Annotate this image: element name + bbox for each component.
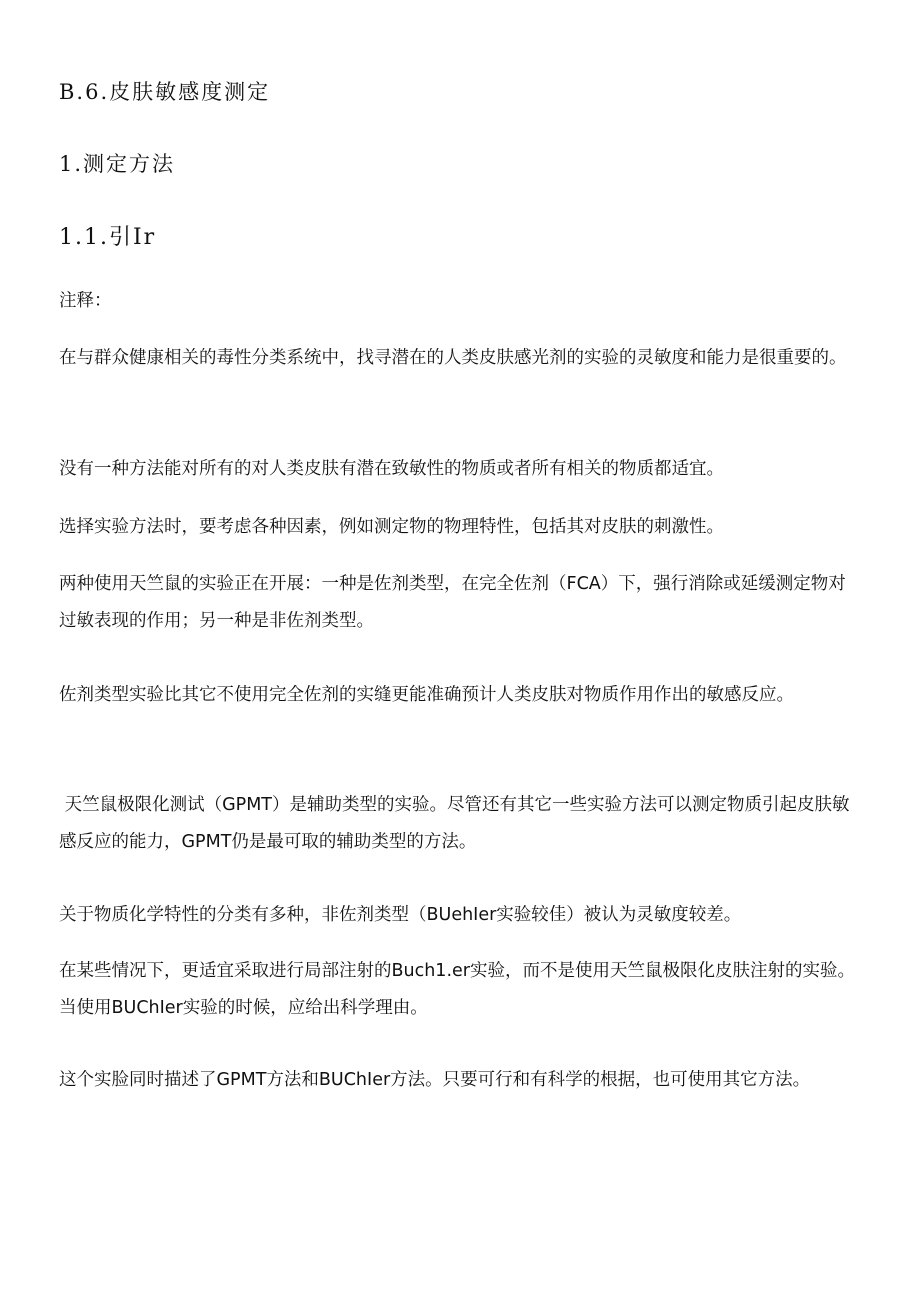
paragraph: 佐剂类型实验比其它不使用完全佐剂的实缝更能准确预计人类皮肤对物质作用作出的敏感反应。 (59, 685, 794, 705)
note-label: 注释： (59, 291, 112, 311)
section-title: B.6.皮肤敏感度测定 (59, 80, 271, 104)
paragraph: 天竺鼠极限化测试（GPMT）是辅助类型的实验。尽管还有其它一些实验方法可以测定物质引起皮肤敏感反应的能力，GPMT仍是最可取的辅助类型的方法。 (59, 795, 850, 852)
paragraph: 这个实脸同时描述了GPMT方法和BUChIer方法。只要可行和有科学的根据，也可使用其它方法。 (59, 1070, 811, 1090)
subsection-title: 1.测定方法 (59, 152, 176, 176)
paragraph: 两种使用天竺鼠的实验正在开展：一种是佐剂类型，在完全佐剂（FCA）下，强行消除或延缓测定物对过敏表现的作用；另一种是非佐剂类型。 (59, 574, 846, 631)
subsubsection-title: 1.1.引Ir (59, 225, 157, 250)
paragraph: 选择实验方法时，要考虑各种因素，例如测定物的物理特性，包括其对皮肤的刺激性。 (59, 517, 724, 537)
paragraph: 关于物质化学特性的分类有多种，非佐剂类型（BUehIer实验较佳）被认为灵敏度较差。 (59, 905, 742, 925)
paragraph: 在某些情况下，更适宜采取进行局部注射的Buch1.er实验，而不是使用天竺鼠极限化皮肤注射的实验。当使用BUChIer实验的时候，应给出科学理由。 (59, 961, 855, 1018)
paragraph: 在与群众健康相关的毒性分类系统中，找寻潜在的人类皮肤感光剂的实验的灵敏度和能力是很重要的。 (59, 348, 847, 368)
paragraph: 没有一种方法能对所有的对人类皮肤有潜在致敏性的物质或者所有相关的物质都适宜。 (59, 459, 724, 479)
